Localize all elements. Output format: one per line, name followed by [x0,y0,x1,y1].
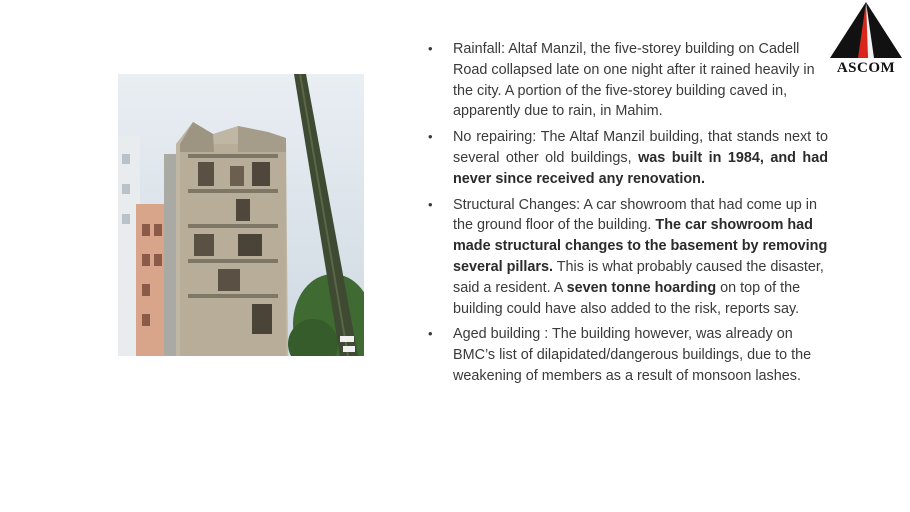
bullet-dot: • [428,129,433,145]
bullet-dot: • [428,41,433,56]
bullet-item-aged-building [428,324,828,386]
bullet-item-no-repairing [428,127,828,189]
bullet-text [453,41,815,119]
bullet-text-segment: Structural Changes: A car showroom that had come up in the ground floor of the building. [453,196,817,234]
bullet-text-segment: No repairing: The Altaf Manzil building, that stands next to several other old buildings, [453,129,828,166]
collapsed-building-photo [118,74,364,356]
bullet-text [453,197,827,317]
bullet-text-segment: Rainfall: Altaf Manzil, the five-storey building on Cadell Road collapsed late on one night after it rained heavily in the city. A portion of the five-storey building caved in, apparently due to rain, in Mahim. [453,41,815,120]
bullet-item-rainfall [428,39,828,122]
bullet-text-bold: The car showroom had made structural changes to the basement by removing several pillars. [453,217,828,275]
bullet-list [428,39,828,392]
bullet-dot: • [428,326,433,342]
bullet-item-structural-changes [428,195,828,320]
bullet-text-bold: was built in 1984, and had never since received any renovation. [453,149,828,187]
bullet-text-segment: This is what probably caused the disaster, said a resident. A [453,258,824,296]
bullet-dot: • [428,196,433,212]
bullet-text-bold: seven tonne hoarding [566,279,717,296]
bullet-text [453,326,811,384]
logo-text: ASCOM [836,60,896,76]
ascom-logo [828,0,904,80]
bullet-text [453,129,828,187]
bullet-text-segment: on top of the building could have also added to the risk, reports say. [453,279,801,317]
bullet-text-segment: Aged building : The building however, was already on BMC’s list of dilapidated/dangerous buildings, due to the weakening of members as a result of monsoon lashes. [453,326,812,384]
ascom-logo-mark [828,0,904,62]
